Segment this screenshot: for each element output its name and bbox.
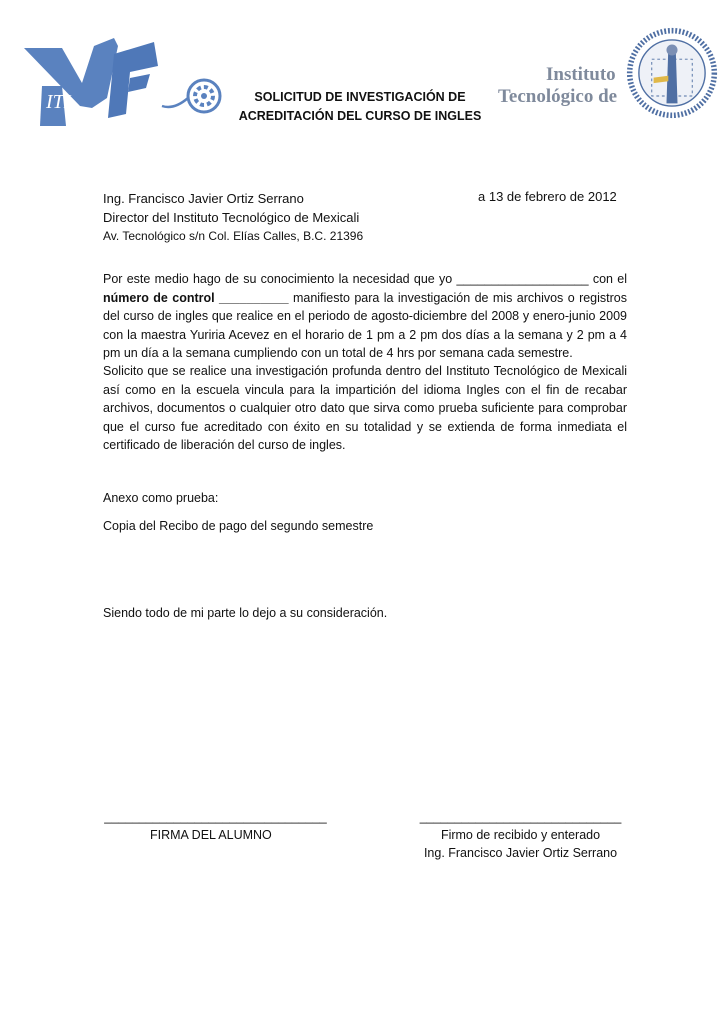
- control-number-label: número de control __________: [103, 290, 289, 305]
- flower-emblem-icon: [162, 80, 220, 112]
- institute-logo: [490, 14, 718, 134]
- title-line1: SOLICITUD DE INVESTIGACIÓN DE: [254, 90, 466, 104]
- institute-seal-icon: [626, 14, 718, 132]
- receiver-signature-line: _____________________________: [419, 810, 622, 824]
- logo-left-text: ITL: [46, 91, 75, 113]
- annex-item: Copia del Recibo de pago del segundo semestre: [103, 519, 374, 533]
- title-line2: ACREDITACIÓN DEL CURSO DE INGLES: [238, 109, 482, 123]
- sep-logo: [22, 28, 232, 138]
- student-signature-line: ________________________________: [104, 810, 327, 824]
- institute-name-line1: Instituto: [546, 64, 616, 85]
- document-title: [230, 88, 490, 126]
- receiver-signature-label: Firmo de recibido y enterado: [440, 828, 601, 842]
- receiver-name: Ing. Francisco Javier Ortiz Serrano: [423, 846, 618, 860]
- recipient-name: Ing. Francisco Javier Ortiz Serrano: [103, 191, 304, 206]
- paragraph-investigation: Solicito que se realice una investigación profunda dentro del Instituto Tecnológico de Mexicali así como en la escuela vincula para la impartición del idioma Ingles con el fin de recabar archivos, documentos o cualquier otro dato que sirva como prueba suficiente para comprobar que el curso fue acreditado con éxito en su totalidad y se extienda de forma inmediata el certificado de liberación del curso de ingles.: [103, 364, 627, 452]
- recipient-position: Director del Instituto Tecnológico de Mexicali: [103, 210, 360, 225]
- paragraph-request-part2: manifiesto para la investigación de mis archivos o registros del curso de ingles que realice en el periodo de agosto-diciembre del 2008 y enero-junio 2009 con la maestra Yuriria Acevez en el horario de 1 pm a 2 pm dos días a la semana y 2 pm a 4 pm un día a la semana cumpliendo con un total de 4 hrs por semana cada semestre.: [103, 290, 627, 360]
- student-signature-label: FIRMA DEL ALUMNO: [150, 828, 272, 842]
- student-signature: [103, 808, 328, 844]
- paragraph-request-part1: Por este medio hago de su conocimiento la necesidad que yo ___________________ con el: [103, 272, 627, 286]
- closing-statement: Siendo todo de mi parte lo dejo a su consideración.: [103, 606, 388, 620]
- institute-name-line2: Tecnológico de: [498, 86, 618, 107]
- document-date: a 13 de febrero de 2012: [478, 189, 617, 204]
- annex-label: Anexo como prueba:: [103, 491, 219, 505]
- paragraph-request: [103, 270, 627, 363]
- recipient-address: Av. Tecnológico s/n Col. Elías Calles, B.C. 21396: [103, 229, 364, 243]
- receiver-signature: [413, 808, 628, 862]
